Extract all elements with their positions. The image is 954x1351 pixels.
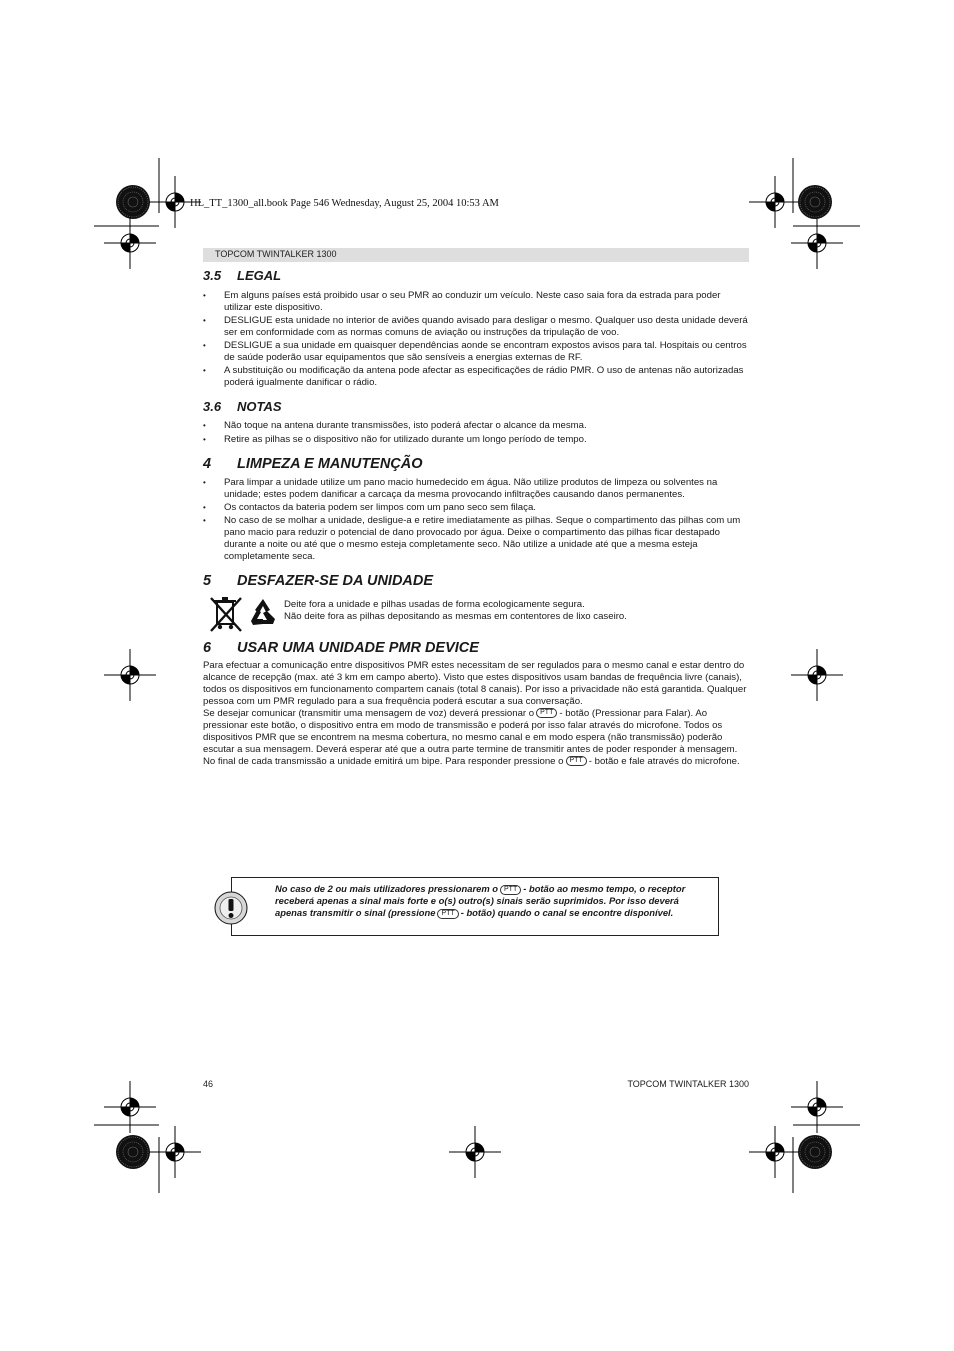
ptt-button-icon: PTT (500, 885, 521, 895)
note-text: - botão) quando o canal se encontre disponível. (460, 907, 674, 918)
section-number: 5 (203, 573, 212, 589)
warning-icon (213, 890, 249, 926)
registration-mark-icon (104, 217, 156, 269)
list-item: • DESLIGUE esta unidade no interior de aviões quando avisado para desligar o mesmo. Qualquer uso desta unidade deverá ser em conformidade com as normas comuns de aviação ou instruções da tripulação de voo. (203, 315, 749, 339)
print-info: HL_TT_1300_all.book Page 546 Wednesday, August 25, 2004 10:53 AM (190, 198, 499, 209)
list-item: • A substituição ou modificação da antena pode afectar as especificações de rádio PMR. O uso de antenas não autorizadas poderá igualmente danificar o rádio. (203, 365, 749, 389)
registration-mark-icon (791, 649, 843, 701)
legal-list (203, 290, 749, 389)
registration-mark-icon (449, 1126, 501, 1178)
registration-mark-icon (104, 649, 156, 701)
header-product: TOPCOM TWINTALKER 1300 (215, 249, 337, 259)
body-paragraph (203, 708, 749, 768)
footer-product: TOPCOM TWINTALKER 1300 (627, 1079, 749, 1089)
section-heading-usar (203, 640, 749, 656)
body-text: Se desejar comunicar (transmitir uma mensagem de voz) deverá pressionar o (203, 708, 535, 719)
notas-list (203, 420, 749, 446)
recycle-icon (248, 597, 278, 627)
color-bar-top-right-icon (798, 185, 832, 219)
running-header (203, 248, 749, 262)
disposal-line: Deite fora a unidade e pilhas usadas de forma ecologicamente segura. (284, 599, 585, 610)
list-item: • Não toque na antena durante transmissões, isto poderá afectar o alcance da mesma. (203, 420, 749, 432)
list-item: • Para limpar a unidade utilize um pano macio humedecido em água. Não utilize produtos de limpeza ou solventes na unidade; estes podem danificar a carcaça da mesma provocando infiltrações causando danos permanentes. (203, 477, 749, 501)
warning-note-text (275, 883, 705, 919)
disposal-row (203, 593, 749, 637)
crossed-bin-icon (208, 594, 244, 634)
section-title: LIMPEZA E MANUTENÇÃO (237, 456, 423, 472)
note-text: No caso de 2 ou mais utilizadores pressionarem o (275, 883, 498, 894)
warning-note-box (231, 877, 719, 936)
page-content (203, 268, 749, 768)
list-item: • Os contactos da bateria podem ser limpos com um pano seco sem filaça. (203, 502, 749, 514)
body-text: - botão e fale através do microfone. (588, 756, 740, 767)
ptt-button-icon: PTT (536, 708, 557, 718)
limpeza-list (203, 477, 749, 563)
note-text: - botão ao mesmo tempo, o receptor receberá apenas a sinal mais forte e o(s) outro(s) sinais serão suprimidos. Por isso deverá apenas transmitir o sinal (pressione (275, 883, 686, 918)
section-heading-desfazer (203, 573, 749, 589)
color-bar-top-left-icon (116, 185, 150, 219)
section-number: 6 (203, 640, 212, 656)
list-item: • Em alguns países está proibido usar o seu PMR ao conduzir um veículo. Neste caso saia fora da estrada para poder utilizar este dispositivo. (203, 290, 749, 314)
page-number: 46 (203, 1079, 214, 1089)
list-item: • Retire as pilhas se o dispositivo não for utilizado durante um longo período de tempo. (203, 434, 749, 446)
section-title: NOTAS (237, 399, 282, 414)
section-heading-limpeza (203, 456, 749, 472)
section-number: 3.5 (203, 268, 222, 283)
section-heading-legal (203, 268, 749, 283)
ptt-button-icon: PTT (437, 909, 458, 919)
registration-mark-icon (149, 1126, 201, 1178)
disposal-text (284, 599, 627, 623)
section-title: USAR UMA UNIDADE PMR DEVICE (237, 640, 479, 656)
section-heading-notas (203, 399, 749, 414)
section-title: DESFAZER-SE DA UNIDADE (237, 573, 434, 589)
list-item: • DESLIGUE a sua unidade em quaisquer dependências aonde se encontram expostos avisos para tal. Hospitais ou centros de saúde poderão usar equipamentos que são sensíveis a energias externas de RF. (203, 340, 749, 364)
section-number: 3.6 (203, 399, 222, 414)
body-text: - botão (Pressionar para Falar). Ao pressionar este botão, o dispositivo entra em modo de transmissão e poderá por isso falar através do microfone. Todos os dispositivos PMR que se encontrem na mesma cobertura, no mesmo canal e em modo espera (não transmissão) poderão escutar a sua mensagem. Deverá esperar até que a outra parte termine de transmitir antes de poder responder à mensagem. No final de cada transmissão a unidade emitirá um bipe. Para responder pressione o (203, 708, 738, 767)
color-bar-bottom-right-icon (798, 1135, 832, 1169)
body-paragraph: Para efectuar a comunicação entre dispositivos PMR estes necessitam de ser regulados para o mesmo canal e estar dentro do alcance de recepção (max. até 3 km em campo aberto). Visto que estes dispositivos usam bandas de frequência livre (canais), todos os dispositivos em funcionamento compartem canais (total 8 canais). Por isso a privacidade não está garantida. Qualquer pessoa com um PMR regulado para a sua frequência poderá escutar a sua conversação. (203, 660, 747, 707)
disposal-line: Não deite fora as pilhas depositando as mesmas em contentores de lixo caseiro. (284, 611, 627, 622)
list-item: • No caso de se molhar a unidade, desligue-a e retire imediatamente as pilhas. Seque o compartimento das pilhas com um pano macio para reduzir o potencial de dano provocado por água. Deixe o compartimento das pilhas ficar destapado durante a noite ou até que o mesmo esteja completamente seco. Não utilize a unidade até que a mesma esteja completamente seca. (203, 515, 749, 563)
section-number: 4 (203, 456, 212, 472)
color-bar-bottom-left-icon (116, 1135, 150, 1169)
section-title: LEGAL (237, 268, 282, 283)
ptt-button-icon: PTT (566, 756, 587, 766)
registration-mark-icon (791, 217, 843, 269)
